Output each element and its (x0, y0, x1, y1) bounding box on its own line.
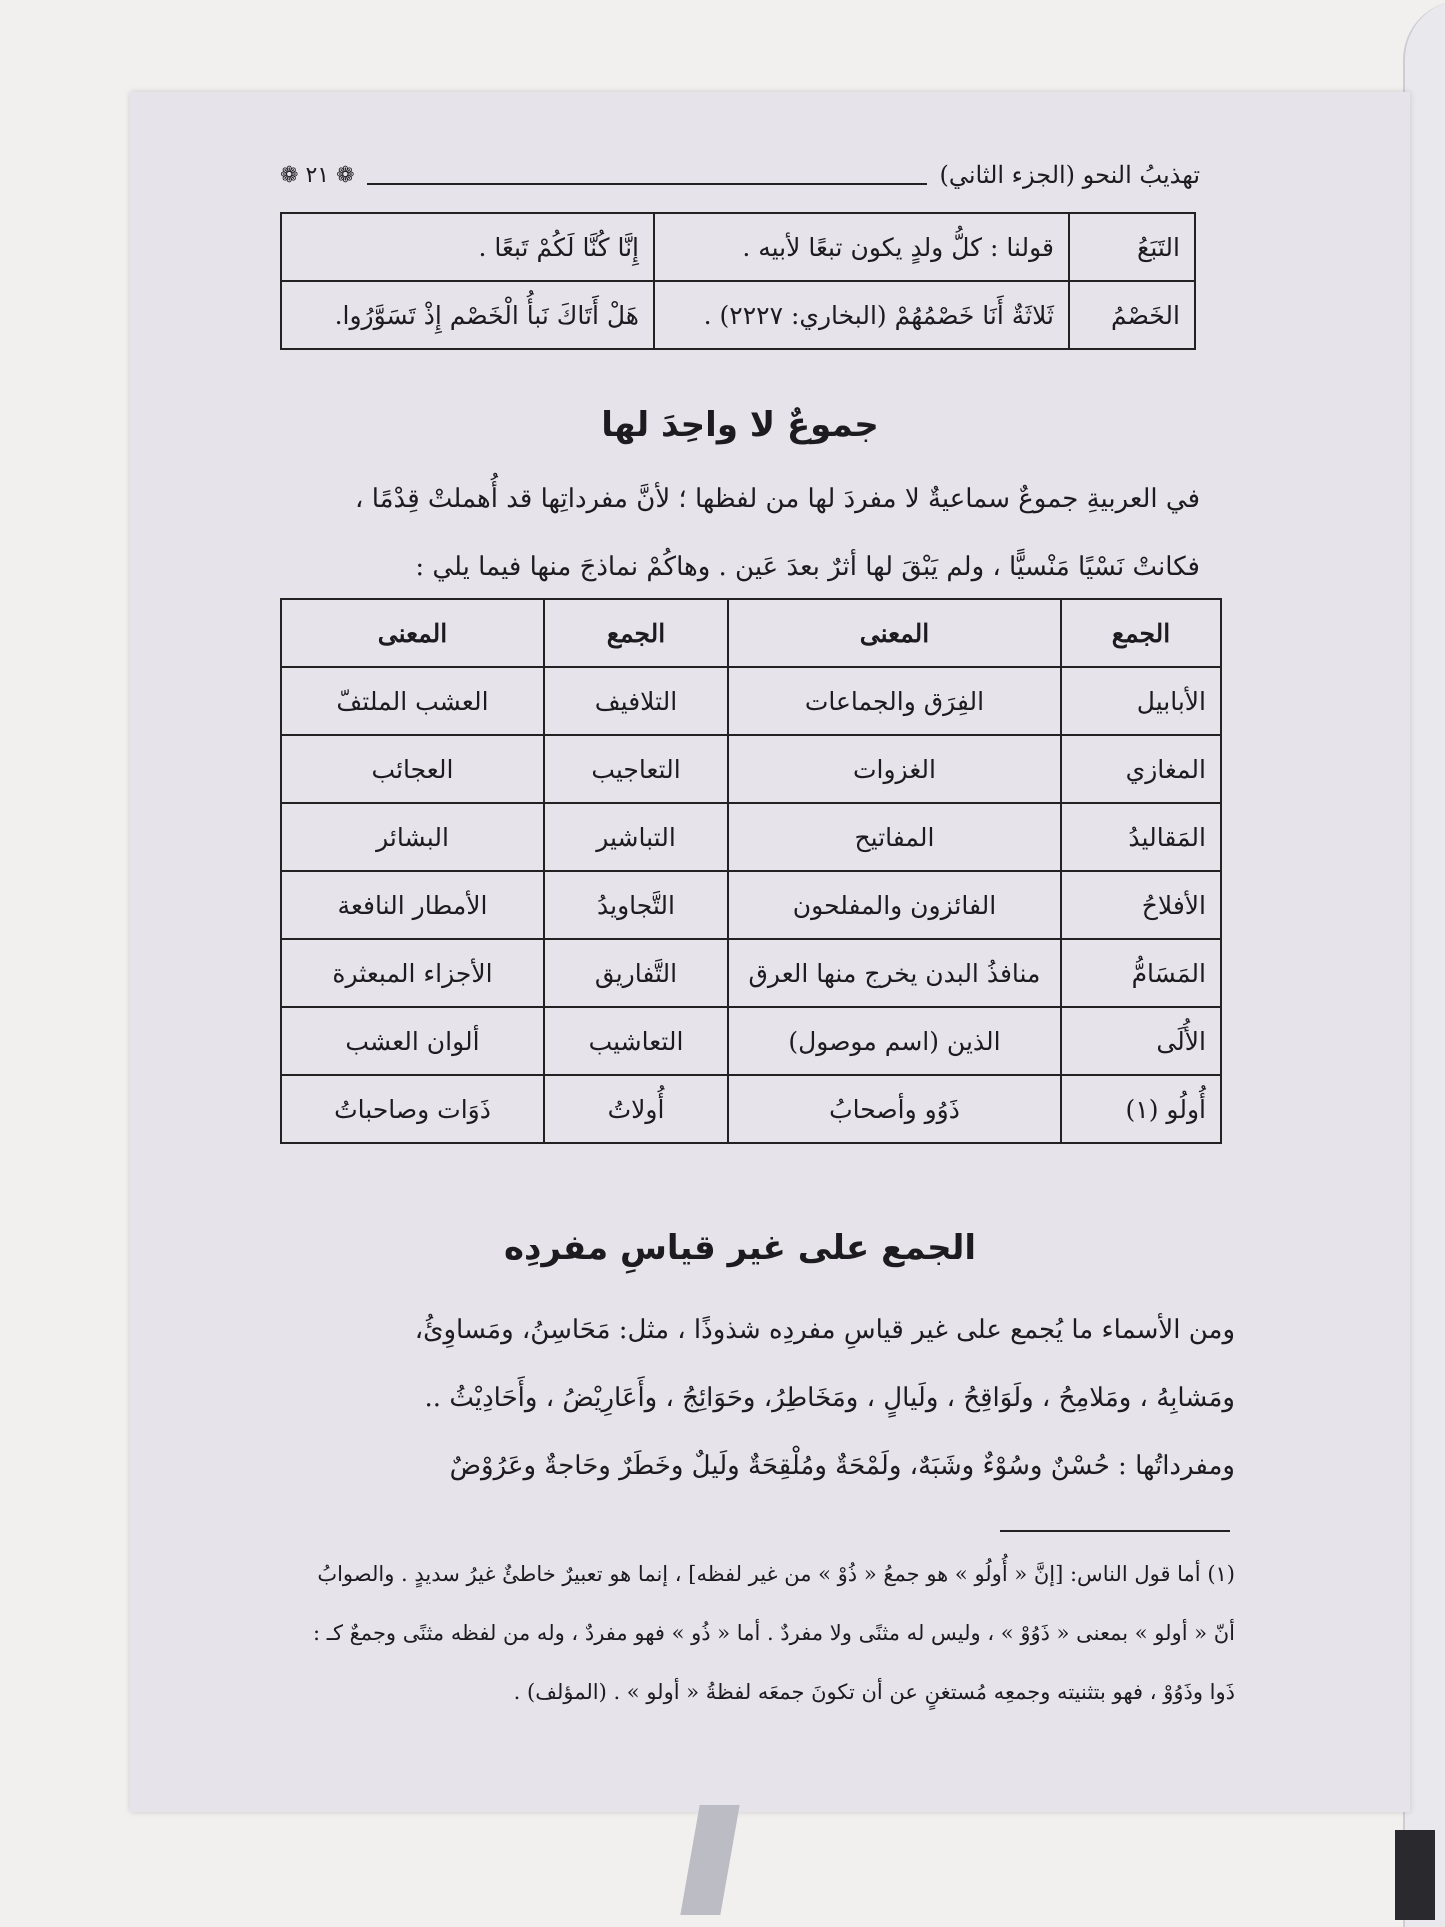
book-title: تهذيبُ النحو (الجزء الثاني) (939, 161, 1200, 189)
table-row (281, 281, 1195, 349)
section-paragraph (260, 465, 1200, 601)
footnote (250, 1545, 1235, 1722)
footnote-line: ذَوا وذَوُوْ ، فهو بتثنيته وجمعِه مُستغنٍ عن أن تكونَ جمعَه لفظةُ « أولو » . (المؤلف) . (513, 1680, 1235, 1704)
page-number: ❁ ٢١ ❁ (280, 162, 355, 188)
top-table (280, 212, 1196, 350)
table-cell: التَّجاويدُ (544, 871, 728, 939)
table-row (281, 1007, 1221, 1075)
table-cell: قولنا : كلُّ ولدٍ يكون تبعًا لأبيه . (654, 213, 1069, 281)
column-header: الجمع (544, 599, 728, 667)
paragraph-line: فكانتْ نَسْيًا مَنْسيًّا ، ولم يَبْقَ لها أثرٌ بعدَ عَين . وهاكُمْ نماذجَ منها فيما يلي : (415, 552, 1200, 582)
column-header: الجمع (1061, 599, 1221, 667)
table-row (281, 735, 1221, 803)
table-cell: المغازي (1061, 735, 1221, 803)
table-cell: منافذُ البدن يخرج منها العرق (728, 939, 1061, 1007)
book-spine (1395, 1830, 1435, 1920)
section-paragraph (250, 1296, 1235, 1500)
table-cell: الخَصْمُ (1069, 281, 1195, 349)
table-cell: الفِرَق والجماعات (728, 667, 1061, 735)
table-cell: الذين (اسم موصول) (728, 1007, 1061, 1075)
footnote-line: أنّ « أولو » بمعنى « ذَوُوْ » ، وليس له مثنًى ولا مفردٌ . أما « ذُو » فهو مفردٌ ، وله من لفظه مثنًى وجمعٌ كـ : (313, 1621, 1235, 1645)
table-cell: المفاتيح (728, 803, 1061, 871)
table-cell: البشائر (281, 803, 544, 871)
table-cell: أُولاتُ (544, 1075, 728, 1143)
table-cell: ثَلاثَةٌ أَنَا خَصْمُهُمْ (البخاري: ٢٢٢٧) . (654, 281, 1069, 349)
header-rule (367, 165, 928, 185)
table-cell: المَقاليدُ (1061, 803, 1221, 871)
table-cell: أُولُو (١) (1061, 1075, 1221, 1143)
table-cell: الأبابيل (1061, 667, 1221, 735)
table-cell: الفائزون والمفلحون (728, 871, 1061, 939)
table-cell: ذَوُو وأصحابُ (728, 1075, 1061, 1143)
table-cell: التَبَعُ (1069, 213, 1195, 281)
table-cell: هَلْ أَتَاكَ نَبأُ الْخَصْم إِذْ تَسَوَّرُوا. (281, 281, 654, 349)
footnote-rule (1000, 1530, 1230, 1532)
table-cell: الأجزاء المبعثرة (281, 939, 544, 1007)
table-cell: التَّفاريق (544, 939, 728, 1007)
table-cell: العشب الملتفّ (281, 667, 544, 735)
table-cell: التلافيف (544, 667, 728, 735)
paragraph-line: ومَشابِهُ ، ومَلامِحُ ، ولَوَاقِحُ ، ولَيالٍ ، ومَخَاطِرُ، وحَوَائِجُ ، وأَعَارِيْضُ ، وأَحَادِيْثُ .. (424, 1383, 1235, 1413)
table-row (281, 871, 1221, 939)
table-cell: التعاشيب (544, 1007, 728, 1075)
table-cell: التعاجيب (544, 735, 728, 803)
column-header: المعنى (281, 599, 544, 667)
plurals-table (280, 598, 1222, 1144)
bookmark-ribbon (680, 1805, 739, 1915)
paragraph-line: ومفرداتُها : حُسْنٌ وسُوْءٌ وشَبَهٌ، ولَمْحَةٌ ومُلْقِحَةٌ ولَيلٌ وخَطَرٌ وحَاجةٌ وعَرُوْضٌ (449, 1451, 1235, 1481)
column-header: المعنى (728, 599, 1061, 667)
section-heading: الجمع على غير قياسِ مفردِه (503, 1228, 977, 1268)
paragraph-line: ومن الأسماء ما يُجمع على غير قياسِ مفردِه شذوذًا ، مثل: مَحَاسِنُ، ومَساوِئُ، (414, 1315, 1235, 1345)
table-cell: الغزوات (728, 735, 1061, 803)
table-cell: ألوان العشب (281, 1007, 544, 1075)
running-header (280, 155, 1200, 195)
table-cell: الأمطار النافعة (281, 871, 544, 939)
section-heading: جموعٌ لا واحِدَ لها (601, 405, 879, 445)
paragraph-line: في العربيةِ جموعٌ سماعيةٌ لا مفردَ لها من لفظها ؛ لأنَّ مفرداتِها قد أُهملتْ قِدْمًا ، (355, 484, 1200, 514)
table-cell: المَسَامُّ (1061, 939, 1221, 1007)
table-row (281, 213, 1195, 281)
table-row (281, 803, 1221, 871)
table-cell: ذَوَات وصاحباتُ (281, 1075, 544, 1143)
table-cell: الأُلَى (1061, 1007, 1221, 1075)
table-row (281, 1075, 1221, 1143)
footnote-line: (١) أما قول الناس: [إنَّ « أُولُو » هو جمعُ « ذُوْ » من غير لفظه] ، إنما هو تعبيرٌ خاطئٌ غيرُ سديدٍ . والصوابُ (317, 1562, 1235, 1586)
table-cell: إِنَّا كُنَّا لَكُمْ تَبعًا . (281, 213, 654, 281)
table-header-row (281, 599, 1221, 667)
table-row (281, 939, 1221, 1007)
table-cell: العجائب (281, 735, 544, 803)
table-row (281, 667, 1221, 735)
table-cell: الأفلاحُ (1061, 871, 1221, 939)
table-cell: التباشير (544, 803, 728, 871)
